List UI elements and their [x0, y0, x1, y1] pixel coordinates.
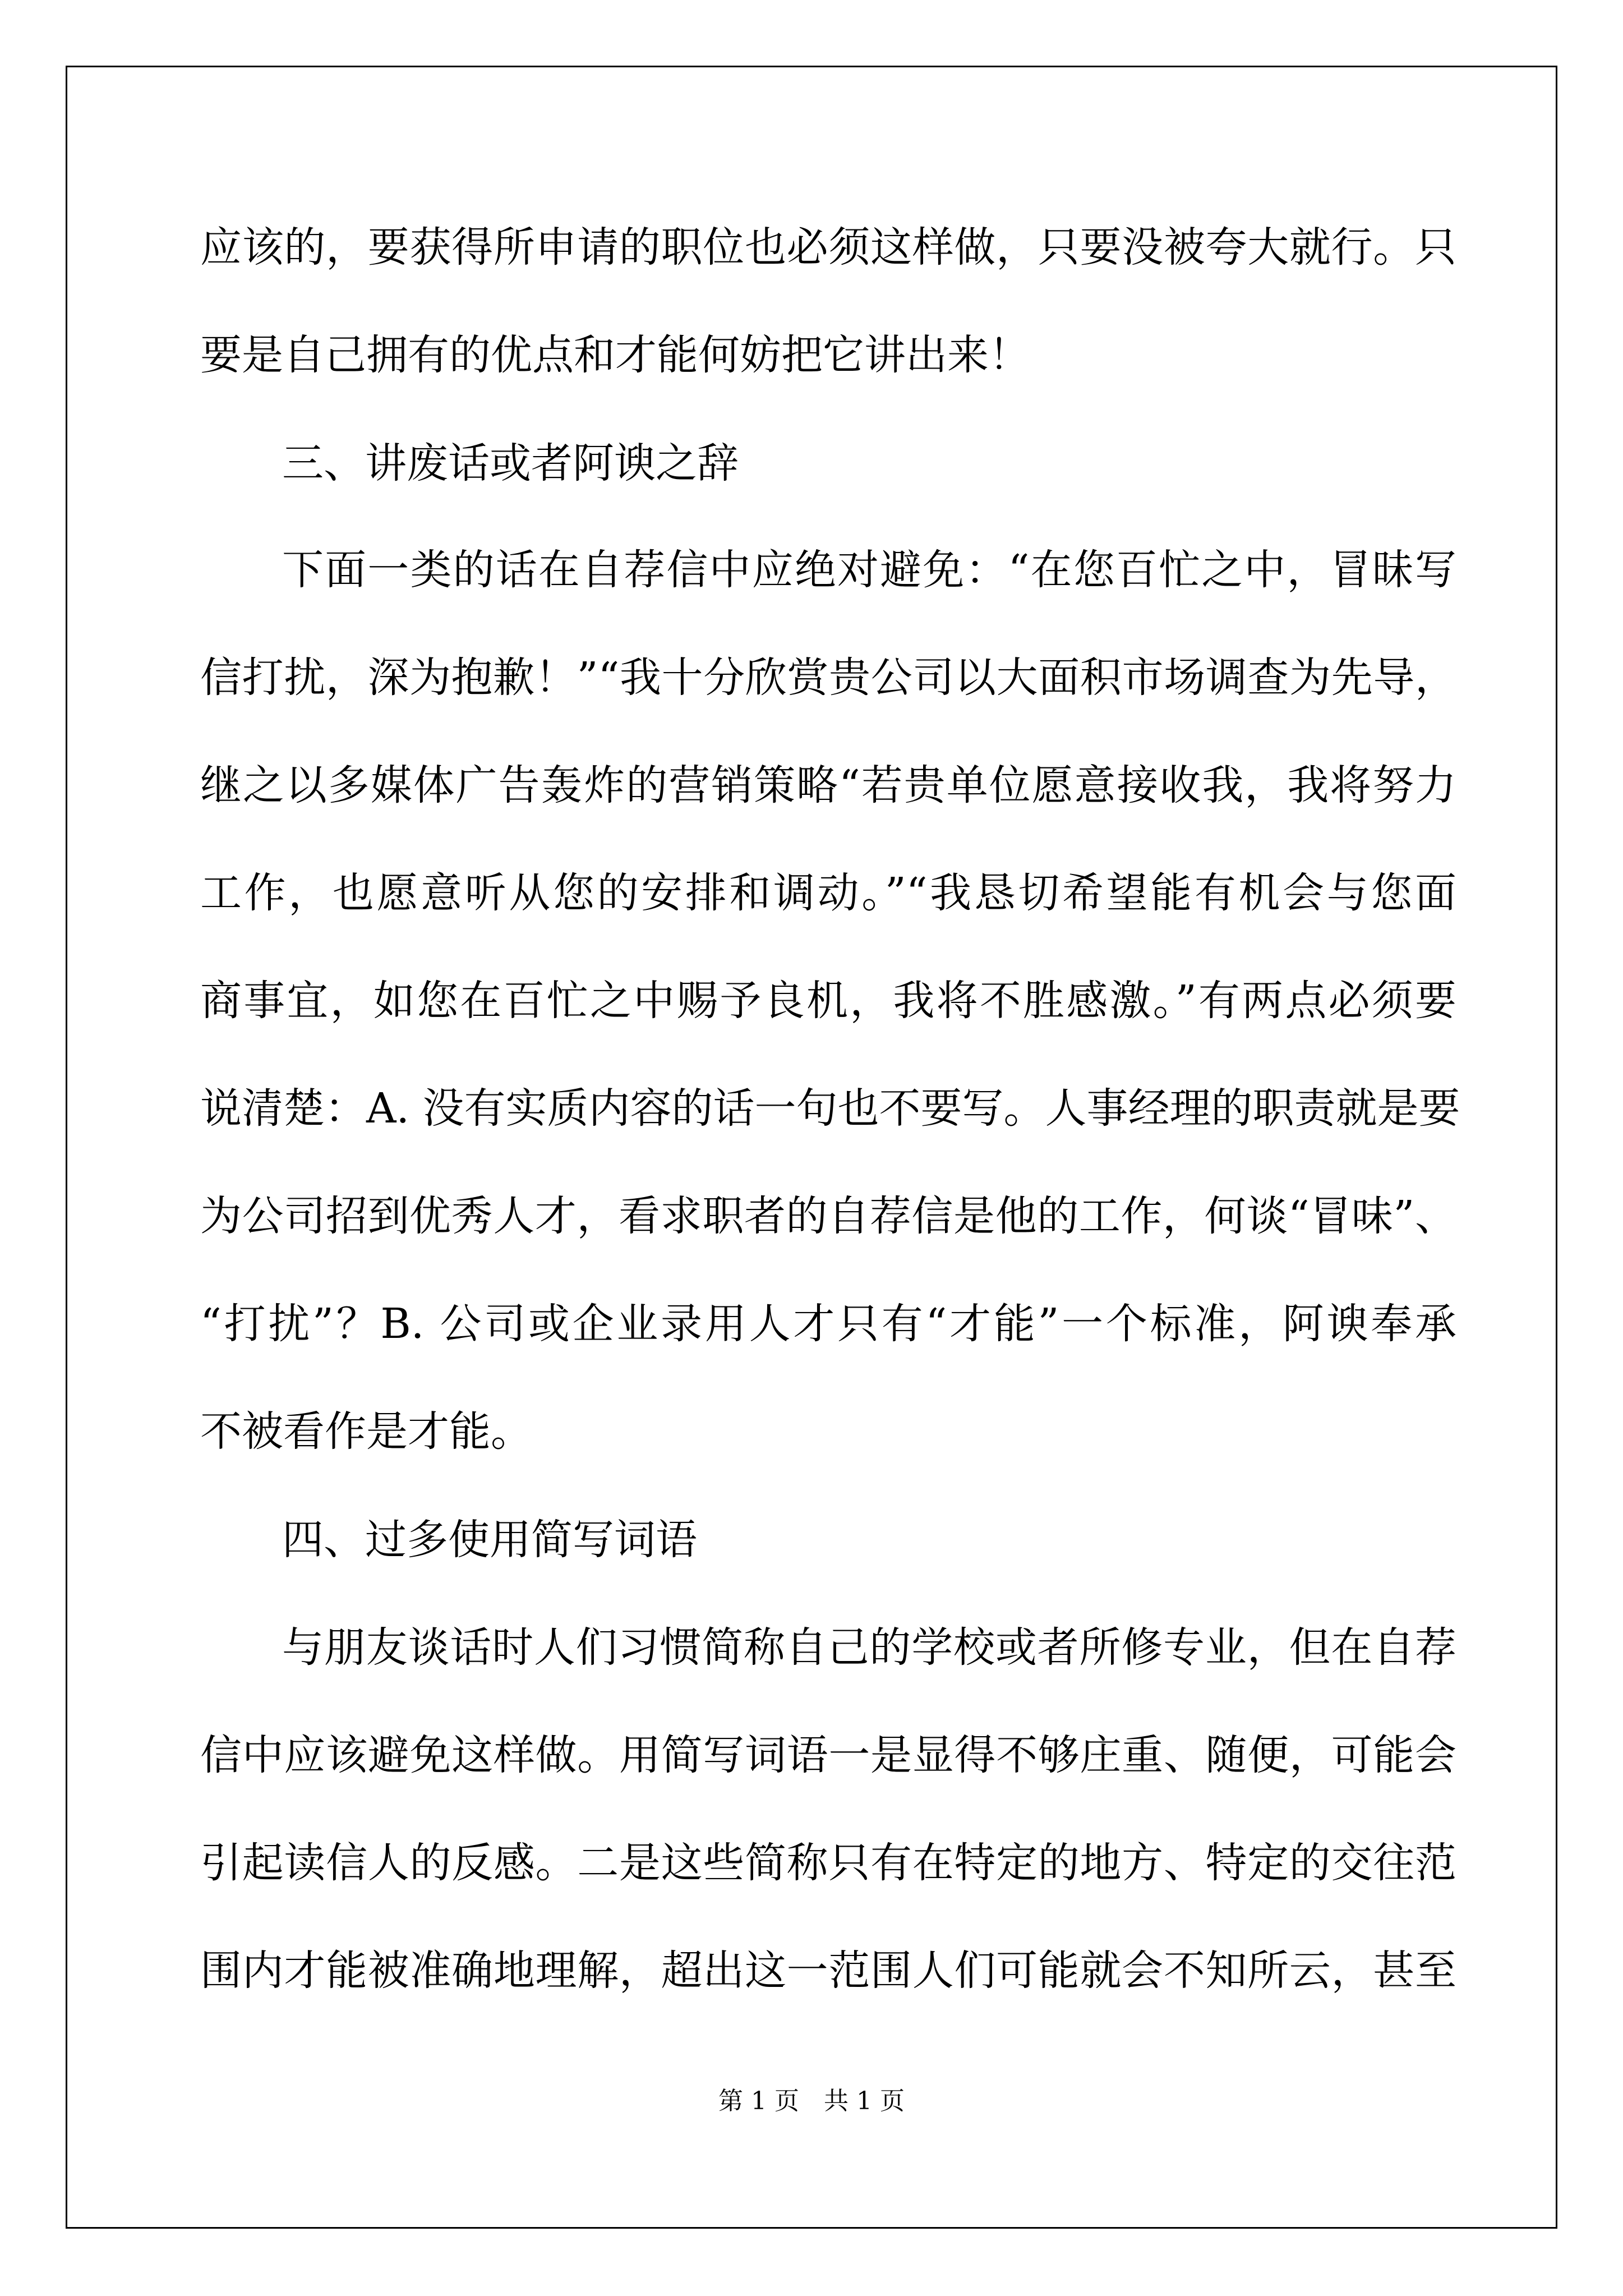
section-heading-4: 四、过多使用简写词语 [282, 1516, 697, 1564]
body-line-9: 说清楚：A. 没有实质内容的话一句也不要写。人事经理的职责就是要 [200, 1084, 1460, 1133]
body-line-1: 应该的，要获得所申请的职位也必须这样做，只要没被夸大就行。只 [200, 223, 1456, 272]
page-border [66, 66, 1557, 2229]
body-line-10: 为公司招到优秀人才，看求职者的自荐信是他的工作，何谈“冒味”、 [200, 1192, 1456, 1240]
section-heading-3: 三、讲废话或者阿谀之辞 [282, 439, 739, 487]
body-line-14: 与朋友谈话时人们习惯简称自己的学校或者所修专业，但在自荐 [282, 1623, 1456, 1672]
body-line-11: “打扰”？B. 公司或企业录用人才只有“才能”一个标准，阿谀奉承 [200, 1300, 1456, 1348]
body-line-12: 不被看作是才能。 [200, 1407, 532, 1456]
body-line-4: 下面一类的话在自荐信中应绝对避免：“在您百忙之中，冒昧写 [282, 546, 1456, 594]
body-line-17: 围内才能被准确地理解，超出这一范围人们可能就会不知所云，甚至 [200, 1947, 1456, 1995]
body-line-6: 继之以多媒体广告轰炸的营销策略“若贵单位愿意接收我，我将努力 [200, 761, 1456, 809]
body-line-2: 要是自己拥有的优点和才能何妨把它讲出来！ [200, 331, 1030, 379]
body-line-5: 信打扰，深为抱歉！”“我十分欣赏贵公司以大面积市场调查为先导， [200, 654, 1456, 702]
page-number-footer: 第 1 页 共 1 页 [718, 2087, 905, 2115]
body-line-16: 引起读信人的反感。二是这些简称只有在特定的地方、特定的交往范 [200, 1839, 1456, 1887]
body-line-7: 工作，也愿意听从您的安排和调动。”“我恳切希望能有机会与您面 [200, 869, 1456, 917]
body-line-15: 信中应该避免这样做。用简写词语一是显得不够庄重、随便，可能会 [200, 1731, 1456, 1779]
body-line-8: 商事宜，如您在百忙之中赐予良机，我将不胜感激。”有两点必须要 [200, 977, 1456, 1025]
